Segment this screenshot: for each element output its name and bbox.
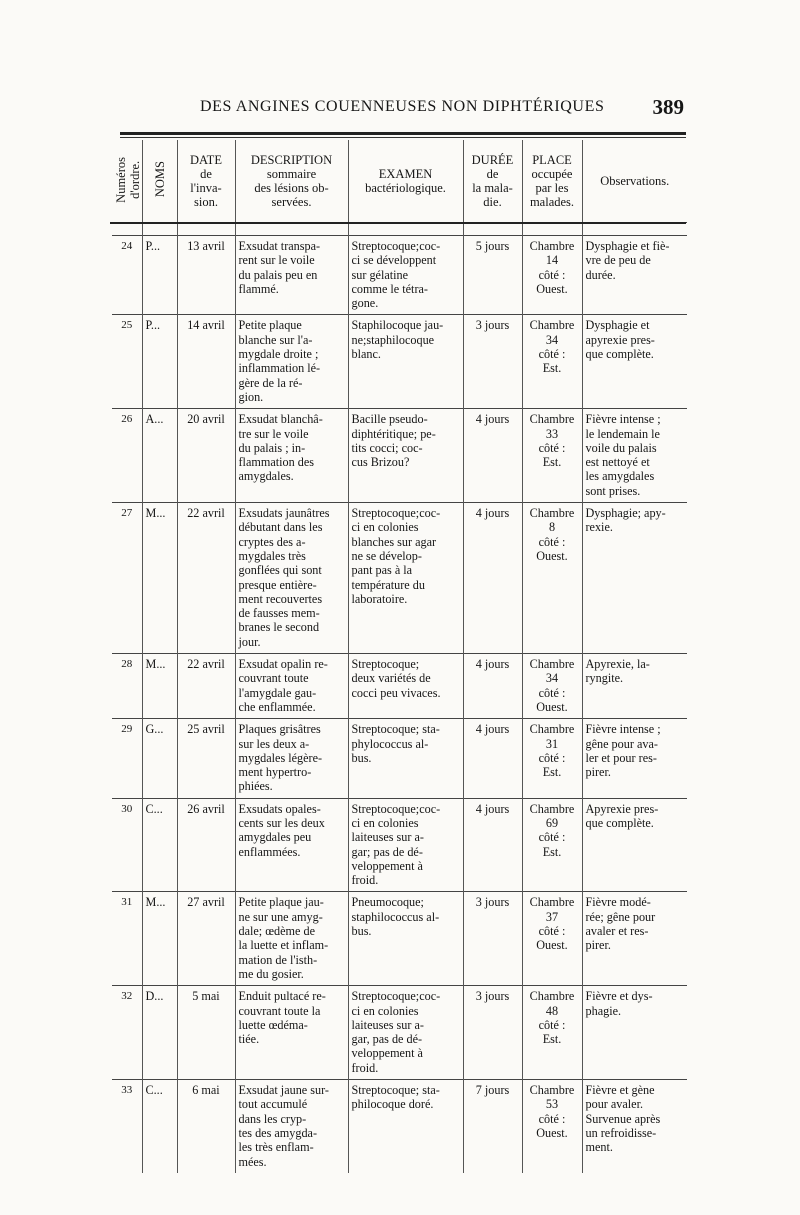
cell-description: Exsudat jaune sur- tout accumulé dans les cryp- tes des amygda- les très enflam- mées.	[235, 1080, 348, 1173]
cell-examen: Streptocoque;coc- ci en colonies laiteuses sur a- gar; pas de dé- veloppement à froid.	[348, 798, 463, 892]
cell-date: 6 mai	[177, 1080, 235, 1173]
cell-place: Chambre 14 côté : Ouest.	[522, 236, 582, 315]
table-body	[112, 236, 687, 1173]
cell-examen: Streptocoque;coc- ci se développent sur gélatine comme le tétra- gone.	[348, 236, 463, 315]
cell-numero: 28	[112, 654, 142, 719]
header-rule-thick	[120, 132, 686, 135]
cell-numero: 33	[112, 1080, 142, 1173]
cell-examen: Staphilocoque jau- ne;staphilocoque blanc.	[348, 315, 463, 409]
cell-duree: 3 jours	[463, 892, 522, 986]
table-row	[112, 1080, 687, 1173]
cell-numero: 27	[112, 503, 142, 654]
cell-observations: Dysphagie et fiè- vre de peu de durée.	[582, 236, 687, 315]
cell-date: 14 avril	[177, 315, 235, 409]
cell-duree: 7 jours	[463, 1080, 522, 1173]
table-row	[112, 798, 687, 892]
cell-place: Chambre 31 côté : Est.	[522, 719, 582, 798]
cell-date: 27 avril	[177, 892, 235, 986]
cell-date: 26 avril	[177, 798, 235, 892]
cell-place: Chambre 34 côté : Ouest.	[522, 654, 582, 719]
cell-duree: 4 jours	[463, 798, 522, 892]
cell-numero: 29	[112, 719, 142, 798]
cell-numero: 24	[112, 236, 142, 315]
table-row	[112, 986, 687, 1080]
table-row	[112, 719, 687, 798]
column-header-duree: DURÉE de la mala- die.	[463, 140, 522, 223]
cell-date: 5 mai	[177, 986, 235, 1080]
column-header-examen: EXAMEN bactériologique.	[348, 140, 463, 223]
header-rule-thin	[120, 137, 686, 138]
column-header-numero: Numéros d'ordre.	[112, 140, 142, 223]
cell-observations: Fièvre intense ; gêne pour ava- ler et pour res- pirer.	[582, 719, 687, 798]
cell-nom: P...	[142, 315, 177, 409]
column-header-date: DATE de l'inva- sion.	[177, 140, 235, 223]
cell-description: Petite plaque jau- ne sur une amyg- dale; œdème de la luette et inflam- mation de l'isth- me du gosier.	[235, 892, 348, 986]
table-row	[112, 236, 687, 315]
cell-examen: Pneumocoque; staphilococcus al- bus.	[348, 892, 463, 986]
cell-nom: M...	[142, 654, 177, 719]
cell-place: Chambre 53 côté : Ouest.	[522, 1080, 582, 1173]
cell-duree: 3 jours	[463, 986, 522, 1080]
cell-duree: 4 jours	[463, 503, 522, 654]
cell-observations: Apyrexie pres- que complète.	[582, 798, 687, 892]
cell-duree: 3 jours	[463, 315, 522, 409]
cell-examen: Streptocoque;coc- ci en colonies laiteuses sur a- gar, pas de dé- veloppement à froid.	[348, 986, 463, 1080]
cell-description: Plaques grisâtres sur les deux a- mygdales légère- ment hypertro- phiées.	[235, 719, 348, 798]
cell-date: 22 avril	[177, 654, 235, 719]
cell-date: 22 avril	[177, 503, 235, 654]
table-row	[112, 503, 687, 654]
cell-nom: C...	[142, 1080, 177, 1173]
cell-description: Exsudats jaunâtres débutant dans les cryptes des a- mygdales très gonflées qui sont presque entière- ment recouvertes de fausses mem- branes le second jour.	[235, 503, 348, 654]
cell-date: 20 avril	[177, 409, 235, 503]
column-header-observations: Observations.	[600, 174, 670, 188]
cell-nom: G...	[142, 719, 177, 798]
cell-duree: 4 jours	[463, 719, 522, 798]
running-header	[120, 96, 690, 120]
cell-nom: D...	[142, 986, 177, 1080]
cases-table	[112, 140, 687, 1173]
page-number: 389	[652, 95, 684, 119]
cell-observations: Dysphagie et apyrexie pres- que complète.	[582, 315, 687, 409]
cell-place: Chambre 34 côté : Est.	[522, 315, 582, 409]
cell-place: Chambre 33 côté : Est.	[522, 409, 582, 503]
table-row	[112, 409, 687, 503]
cell-examen: Streptocoque; deux variétés de cocci peu vivaces.	[348, 654, 463, 719]
cell-nom: A...	[142, 409, 177, 503]
cell-description: Exsudats opales- cents sur les deux amygdales peu enflammées.	[235, 798, 348, 892]
cell-duree: 5 jours	[463, 236, 522, 315]
column-header-place: PLACE occupée par les malades.	[522, 140, 582, 223]
cell-description: Enduit pultacé re- couvrant toute la luette œdéma- tiée.	[235, 986, 348, 1080]
cell-numero: 25	[112, 315, 142, 409]
table-row	[112, 654, 687, 719]
cell-description: Petite plaque blanche sur l'a- mygdale droite ; inflammation lé- gère de la ré- gion.	[235, 315, 348, 409]
cell-nom: C...	[142, 798, 177, 892]
cell-nom: P...	[142, 236, 177, 315]
cell-place: Chambre 48 côté : Est.	[522, 986, 582, 1080]
cell-place: Chambre 37 côté : Ouest.	[522, 892, 582, 986]
cell-examen: Streptocoque; sta- phylococcus al- bus.	[348, 719, 463, 798]
header-bottom-rule	[110, 222, 686, 224]
cell-place: Chambre 69 côté : Est.	[522, 798, 582, 892]
running-title: DES ANGINES COUENNEUSES NON DIPHTÉRIQUES	[200, 98, 605, 115]
cell-duree: 4 jours	[463, 654, 522, 719]
cell-observations: Apyrexie, la- ryngite.	[582, 654, 687, 719]
cell-numero: 30	[112, 798, 142, 892]
cell-observations: Fièvre modé- rée; gêne pour avaler et res- pirer.	[582, 892, 687, 986]
cell-examen: Streptocoque; sta- philocoque doré.	[348, 1080, 463, 1173]
cell-observations: Fièvre intense ; le lendemain le voile du palais est nettoyé et les amygdales sont prises.	[582, 409, 687, 503]
cell-nom: M...	[142, 503, 177, 654]
cell-description: Exsudat opalin re- couvrant toute l'amygdale gau- che enflammée.	[235, 654, 348, 719]
table-header-row	[112, 140, 687, 223]
column-header-description: DESCRIPTION sommaire des lésions ob- servées.	[235, 140, 348, 223]
table-row	[112, 315, 687, 409]
column-header-noms: NOMS	[142, 140, 177, 223]
table-row	[112, 892, 687, 986]
cell-description: Exsudat transpa- rent sur le voile du palais peu en flammé.	[235, 236, 348, 315]
cell-examen: Streptocoque;coc- ci en colonies blanches sur agar ne se dévelop- pant pas à la température du laboratoire.	[348, 503, 463, 654]
cell-numero: 26	[112, 409, 142, 503]
cell-examen: Bacille pseudo- diphtéritique; pe- tits cocci; coc- cus Brizou?	[348, 409, 463, 503]
cell-numero: 31	[112, 892, 142, 986]
cell-place: Chambre 8 côté : Ouest.	[522, 503, 582, 654]
header-spacer	[112, 223, 687, 236]
cell-date: 25 avril	[177, 719, 235, 798]
cell-observations: Fièvre et gène pour avaler. Survenue après un refroidisse- ment.	[582, 1080, 687, 1173]
cell-description: Exsudat blanchâ- tre sur le voile du palais ; in- flammation des amygdales.	[235, 409, 348, 503]
cell-date: 13 avril	[177, 236, 235, 315]
cell-observations: Dysphagie; apy- rexie.	[582, 503, 687, 654]
cell-numero: 32	[112, 986, 142, 1080]
cell-nom: M...	[142, 892, 177, 986]
cell-observations: Fièvre et dys- phagie.	[582, 986, 687, 1080]
cell-duree: 4 jours	[463, 409, 522, 503]
